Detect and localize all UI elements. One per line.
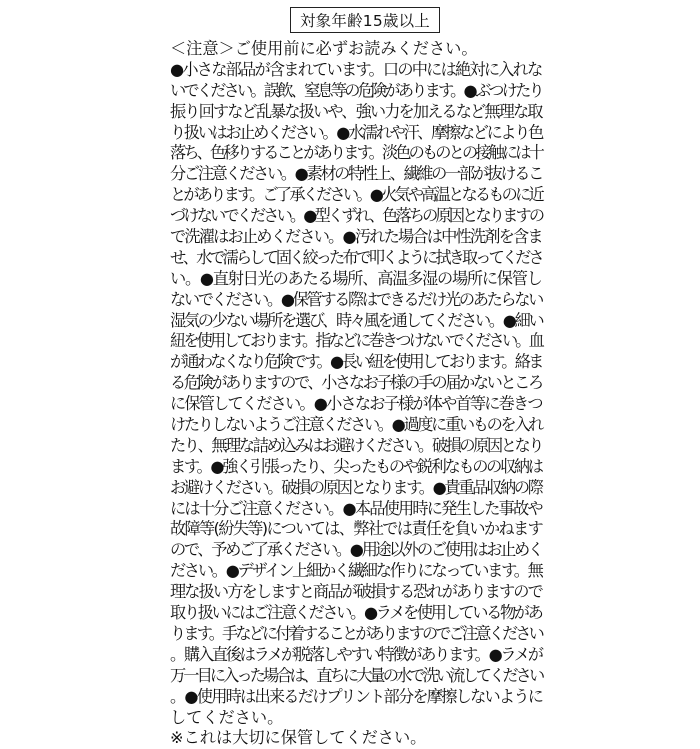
notice-line: ので、予めご了承ください。●用途以外のご使用はお止めく [170, 540, 542, 560]
notice-line: 分ご注意ください。●素材の特性上、繊維の一部が抜けるこ [170, 164, 542, 184]
notice-line: で洗濯はお止めください。●汚れた場合は中性洗剤を含ま [170, 227, 542, 247]
notice-line: いでください。誤飲、窒息等の危険があります。●ぶつけたり [170, 80, 542, 100]
notice-line: 。●使用時は出来るだけプリント部分を摩擦しないように [170, 686, 543, 706]
notice-line: 取り扱いにはご注意ください。●ラメを使用している物があ [170, 603, 542, 623]
notice-line: せ、水で濡らして固く絞った布で叩くように拭き取ってくださ [170, 247, 542, 267]
notice-line: 振り回すなど乱暴な扱いや、強い力を加えるなど無理な取 [170, 101, 542, 121]
age-restriction-text: 対象年齢15歳以上 [299, 12, 431, 30]
notice-line: たり、無理な詰め込みはお避けください。破損の原因となり [170, 435, 543, 455]
notice-line: 紐を使用しております。指などに巻きつけないでください。血 [170, 331, 542, 351]
notice-line: が通わなくなり危険です。●長い紐を使用しております。絡ま [170, 352, 542, 372]
notice-line: ります。手などに付着することがありますのでご注意ください [170, 623, 542, 643]
notice-line: 。購入直後はラメが脱落しやすい特徴があります。●ラメが [170, 644, 542, 664]
age-restriction-label [290, 7, 440, 33]
notice-line: づけないでください。●型くずれ、色落ちの原因となりますの [170, 206, 543, 226]
notice-line: ださい。●デザイン上細かく繊細な作りになっています。無 [170, 561, 542, 581]
notice-line: ます。●強く引張ったり、尖ったものや鋭利なものの収納は [170, 456, 542, 476]
notice-line: には十分ご注意ください。●本品使用時に発生した事故や [170, 498, 542, 518]
notice-line: 理な扱い方をしますと商品が破損する恐れがありますので [170, 582, 542, 602]
caution-notice-text [170, 39, 542, 749]
notice-line: 落ち、色移りすることがあります。淡色のものとの接触には十 [170, 143, 542, 163]
notice-line: 湿気の少ない場所を選び、時々風を通してください。●細い [170, 310, 543, 330]
notice-line: とがあります。ご了承ください。●火気や高温となるものに近 [170, 185, 542, 205]
notice-line: ないでください。●保管する際はできるだけ光のあたらない [170, 289, 542, 309]
notice-line: してください。 [170, 707, 284, 727]
notice-line: お避けください。破損の原因となります。●貴重品収納の際 [170, 477, 542, 497]
notice-line: けたりしないようご注意ください。●過度に重いものを入れ [170, 415, 542, 435]
notice-line: り扱いはお止めください。●水濡れや汗、摩擦などにより色 [170, 122, 542, 142]
notice-line: 故障等(紛失等)については、弊社では責任を負いかねます [170, 519, 542, 539]
notice-line: る危険がありますので、小さなお子様の手の届かないところ [170, 373, 542, 393]
notice-line: ●小さな部品が含まれています。口の中には絶対に入れな [170, 59, 542, 79]
notice-line: い。●直射日光のあたる場所、高温多湿の場所に保管し [170, 268, 542, 288]
notice-line: 万一目に入った場合は、直ちに大量の水で洗い流してください [170, 665, 543, 685]
notice-line: ※これは大切に保管してください。 [170, 728, 427, 748]
notice-line: に保管してください。●小さなお子様が体や首等に巻きつ [170, 394, 542, 414]
notice-line: ＜注意＞ご使用前に必ずお読みください。 [170, 39, 478, 58]
